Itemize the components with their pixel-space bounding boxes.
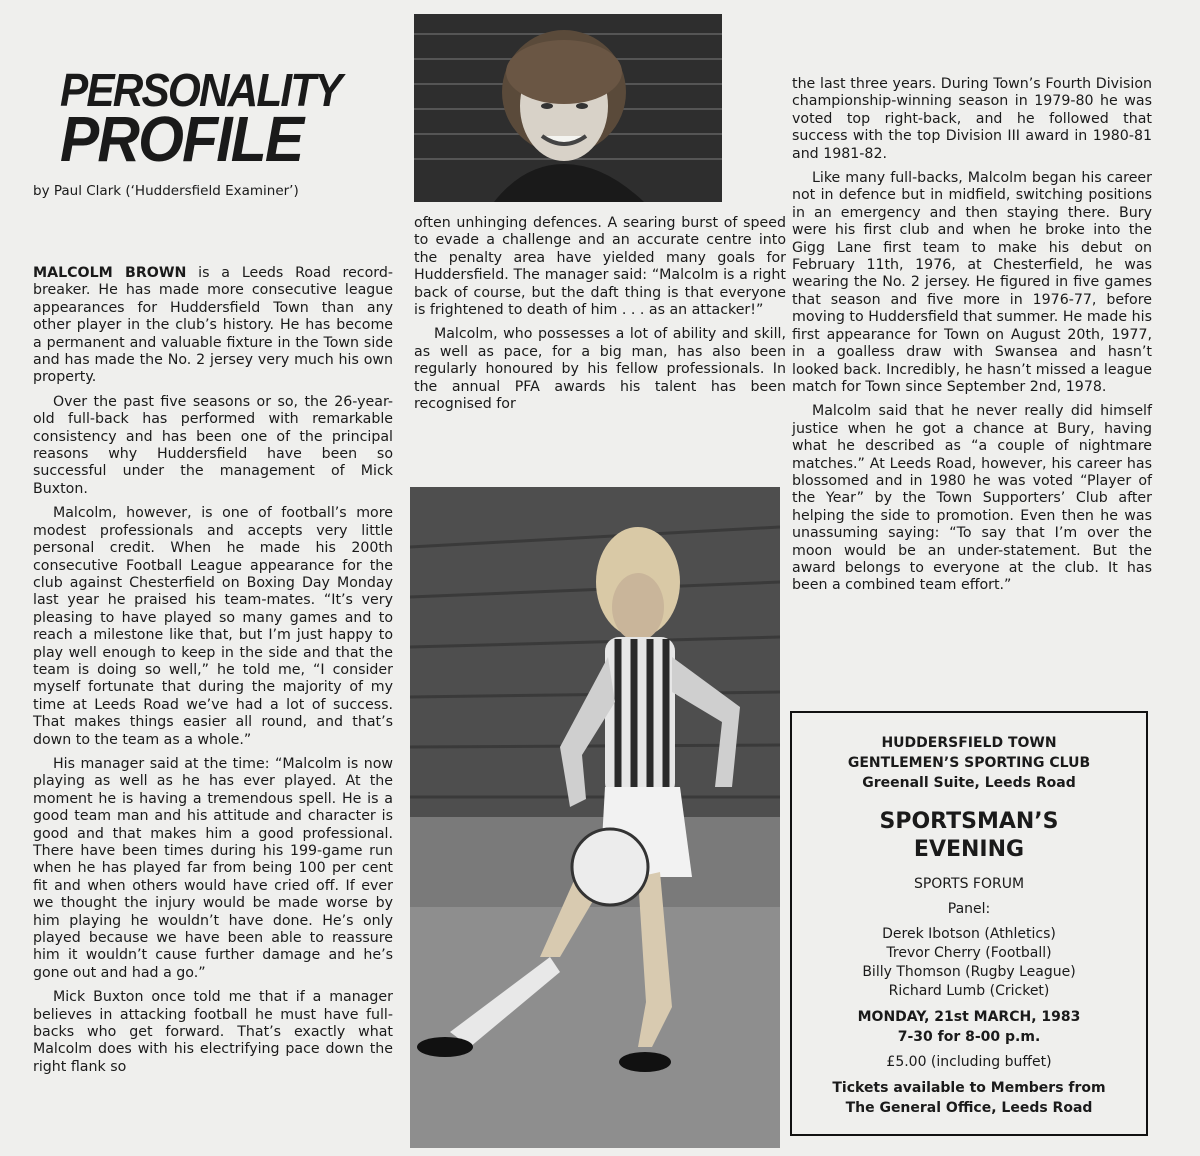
title-line-1: PERSONALITY xyxy=(60,64,341,116)
event-advert xyxy=(790,711,1148,1136)
ad-event-title-2: EVENING xyxy=(913,837,1025,862)
article-paragraph: Like many full-backs, Malcolm began his career not in defence but in midfield, switching positions in an emergency and then staying there. Bury were his first club and when he broke into the Gigg Lane first team to make his debut on February 11th, 1976, at Chesterfield, he was wearing the No. 2 jersey. He figured in five games that season and five more in 1976-77, before moving to Huddersfield that summer. He made his first appearance for Town on August 20th, 1977, in a goalless draw with Swansea and hasn’t looked back. Incredibly, he hasn’t missed a league match for Town since September 2nd, 1978. xyxy=(792,170,1152,395)
article-paragraph: the last three years. During Town’s Fourth Division championship-winning season in 1979-80 he was voted top right-back, and he followed that success with the top Division III award in 1980-81 and 1981-82. xyxy=(792,76,1152,162)
ad-tickets-line-1: Tickets available to Members from xyxy=(832,1080,1106,1096)
ad-time: 7-30 for 8-00 p.m. xyxy=(897,1029,1041,1045)
article-paragraph: Over the past five seasons or so, the 26-year-old full-back has performed with remarkable consistency and has been one of the principal reasons why Huddersfield have been so successful under the management of Mick Buxton. xyxy=(33,393,393,497)
ad-panel-member: Billy Thomson (Rugby League) xyxy=(862,964,1076,980)
article-paragraph: Malcolm, who possesses a lot of ability and skill, as well as pace, for a big man, has also been regularly honoured by his fellow professionals. In the annual PFA awards his talent has been recognised for xyxy=(414,326,786,413)
page-title xyxy=(60,64,341,176)
ad-event-title: SPORTSMAN’S xyxy=(879,809,1059,834)
portrait-photo xyxy=(414,14,722,202)
title-line-2: PROFILE xyxy=(60,103,303,176)
action-photo xyxy=(410,487,780,1148)
byline: by Paul Clark (‘Huddersfield Examiner’) xyxy=(33,183,299,199)
article-paragraph: Mick Buxton once told me that if a manager believes in attacking football he must have full-backs who get forward. That’s exactly what Malcolm does with his electrifying pace down the right flank so xyxy=(33,989,393,1075)
ad-price: £5.00 (including buffet) xyxy=(886,1054,1052,1070)
article-column-3 xyxy=(792,76,1152,602)
article-paragraph: Malcolm, however, is one of football’s more modest professionals and accepts very little personal credit. When he made his 200th consecutive Football League appearance for the club against Chesterfield on Boxing Day Monday last year he praised his team-mates. “It’s very pleasing to have played so many games and to reach a milestone like that, but I’m just happy to play well enough to keep in the side and that the team is doing so well,” he told me, “I consider myself fortunate that during the majority of my time at Leeds Road we’ve had a lot of success. That makes things easier all round, and that’s down to the team as a whole.” xyxy=(33,505,393,748)
ad-panel-member: Trevor Cherry (Football) xyxy=(886,945,1052,961)
ad-panel-member: Richard Lumb (Cricket) xyxy=(888,983,1050,999)
article-paragraph: His manager said at the time: “Malcolm is now playing as well as he has ever played. At the moment he is having a tremendous spell. He is a good team man and his attitude and character is good and that makes him a good professional. There have been times during his 199-game run when he has played far from being 100 per cent fit and when others would have cried off. If ever we thought the injury would be made worse by him playing he wouldn’t have done. He’s only played because we have been able to reassure him it wouldn’t cause further damage and he’s gone out and had a go.” xyxy=(33,755,393,981)
ad-venue: Greenall Suite, Leeds Road xyxy=(862,775,1076,791)
ad-panel-member: Derek Ibotson (Athletics) xyxy=(882,926,1056,942)
ad-date: MONDAY, 21st MARCH, 1983 xyxy=(857,1009,1081,1025)
article-column-2 xyxy=(414,215,786,420)
ad-club-name: HUDDERSFIELD TOWN xyxy=(881,735,1057,751)
ad-tickets-line-2: The General Office, Leeds Road xyxy=(845,1100,1093,1116)
article-paragraph: Malcolm said that he never really did himself justice when he got a chance at Bury, having what he described as “a couple of nightmare matches.” At Leeds Road, however, his career has blossomed and in 1980 he was voted “Player of the Year” by the Town Supporters’ Club after helping the side to promotion. Even then he was unassuming saying: “To say that I’m over the moon would be an under-statement. But the award belongs to everyone at the club. It has been a combined team effort.” xyxy=(792,403,1152,594)
article-paragraph: often unhinging defences. A searing burst of speed to evade a challenge and an accurate centre into the penalty area have yielded many goals for Huddersfield. The manager said: “Malcolm is a right back of course, but the daft thing is that everyone is frightened to death of him . . . as an attacker!” xyxy=(414,215,786,319)
article-text: is a Leeds Road record-breaker. He has made more consecutive league appearances for Huddersfield Town than any other player in the club’s history. He has become a permanent and valuable fixture in the Town side and has made the No. 2 jersey very much his own property. xyxy=(33,265,393,386)
ad-panel-label: Panel: xyxy=(947,901,991,917)
article-lead: MALCOLM BROWN xyxy=(33,265,187,281)
article-paragraph xyxy=(33,265,393,387)
article-column-1 xyxy=(33,265,393,1083)
ad-club-subtitle: GENTLEMEN’S SPORTING CLUB xyxy=(847,755,1091,771)
ad-forum: SPORTS FORUM xyxy=(913,876,1025,892)
